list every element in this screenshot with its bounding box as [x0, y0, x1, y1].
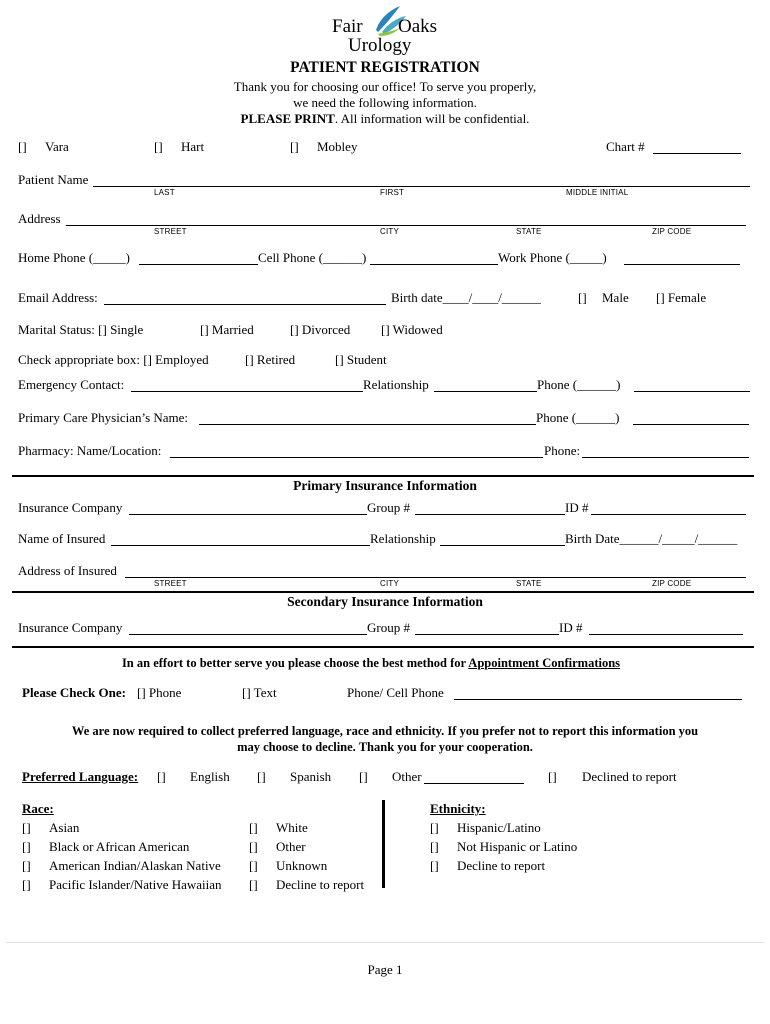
- ethnicity-hispanic-checkbox[interactable]: [430, 820, 439, 836]
- emergency-label: Emergency Contact:: [18, 377, 125, 392]
- secondary-company-field[interactable]: [129, 634, 367, 635]
- race-pacific-islander-checkbox[interactable]: [22, 877, 31, 893]
- intro-line-3: [0, 111, 770, 127]
- sub-state: STATE: [516, 227, 542, 236]
- work-phone-label: Work Phone (_____): [498, 250, 607, 265]
- female-checkbox[interactable]: [] Female: [656, 290, 707, 305]
- sub-street: STREET: [154, 579, 187, 588]
- insured-name-field[interactable]: [111, 545, 370, 546]
- primary-id-label: ID #: [565, 500, 589, 515]
- marital-married[interactable]: [] Married: [200, 322, 254, 337]
- intro-line-1: Thank you for choosing our office! To serve you properly,: [233, 79, 537, 94]
- checkbox[interactable]: []: [22, 839, 31, 854]
- ethnicity-not-hispanic-checkbox[interactable]: [430, 839, 439, 855]
- ethnicity-hispanic-label: Hispanic/Latino: [457, 820, 541, 835]
- physician-phone-label: Phone (______): [536, 410, 620, 425]
- checkbox[interactable]: []: [430, 858, 439, 873]
- please-print: PLEASE PRINT: [240, 111, 335, 126]
- secondary-group-field[interactable]: [415, 634, 559, 635]
- notice-line-2: may choose to decline. Thank you for your cooperation.: [237, 740, 533, 754]
- pharmacy-field[interactable]: [170, 457, 543, 458]
- confirmation-text: In an effort to better serve you please choose the best method for: [121, 656, 469, 670]
- checkbox[interactable]: []: [430, 839, 439, 854]
- home-phone-field[interactable]: [139, 264, 258, 265]
- divider: [12, 475, 754, 477]
- employment-retired[interactable]: [] Retired: [245, 352, 296, 367]
- sub-zip: ZIP CODE: [652, 579, 692, 588]
- secondary-company-label: Insurance Company: [18, 620, 123, 635]
- doctor-vara-checkbox[interactable]: [18, 139, 27, 155]
- logo-fair: Fair: [332, 16, 363, 37]
- race-white-checkbox[interactable]: [249, 820, 258, 836]
- sub-zip: ZIP CODE: [652, 227, 692, 236]
- confirm-cell-label: Phone/ Cell Phone: [347, 685, 444, 700]
- primary-group-field[interactable]: [415, 514, 565, 515]
- cell-phone-field[interactable]: [370, 264, 498, 265]
- cell-phone-label: Cell Phone (______): [258, 250, 367, 265]
- sub-last: LAST: [154, 188, 175, 197]
- checkbox[interactable]: []: [22, 877, 31, 892]
- checkbox[interactable]: []: [249, 839, 258, 854]
- marital-single[interactable]: Marital Status: [] Single: [18, 322, 144, 337]
- pharmacy-label: Pharmacy: Name/Location:: [18, 443, 162, 458]
- logo: [330, 2, 450, 57]
- ethnicity-label: Ethnicity:: [430, 801, 486, 816]
- email-label: Email Address:: [18, 290, 98, 305]
- secondary-id-field[interactable]: [589, 634, 743, 635]
- physician-field[interactable]: [199, 424, 536, 425]
- emergency-relationship-label: Relationship: [363, 377, 429, 392]
- chart-label: Chart #: [606, 139, 645, 154]
- checkbox[interactable]: []: [249, 858, 258, 873]
- doctor-mobley-label: Mobley: [317, 139, 358, 154]
- address-field[interactable]: [66, 225, 746, 226]
- insured-relationship-field[interactable]: [440, 545, 565, 546]
- insured-name-label: Name of Insured: [18, 531, 106, 546]
- declined-checkbox[interactable]: []: [548, 769, 557, 784]
- insured-relationship-label: Relationship: [370, 531, 436, 546]
- divider: [12, 646, 754, 648]
- checkbox[interactable]: []: [290, 139, 299, 154]
- secondary-insurance-heading: Secondary Insurance Information: [287, 594, 483, 609]
- confirm-cell-field[interactable]: [454, 699, 742, 700]
- pharmacy-phone-field[interactable]: [582, 457, 749, 458]
- ethnicity-decline-checkbox[interactable]: [430, 858, 439, 874]
- page-title: PATIENT REGISTRATION: [290, 59, 480, 76]
- marital-widowed[interactable]: [] Widowed: [381, 322, 443, 337]
- chart-field[interactable]: [653, 153, 741, 154]
- confirm-phone-checkbox[interactable]: [] Phone: [137, 685, 182, 700]
- employment-student[interactable]: [] Student: [335, 352, 387, 367]
- race-unknown-checkbox[interactable]: [249, 858, 258, 874]
- birth-date-field[interactable]: Birth date____/____/______: [391, 290, 541, 305]
- intro-line-2: we need the following information.: [293, 95, 477, 110]
- race-american-indian-label: American Indian/Alaskan Native: [49, 858, 221, 873]
- male-checkbox[interactable]: []: [578, 290, 587, 305]
- primary-company-field[interactable]: [129, 514, 367, 515]
- pharmacy-phone-label: Phone:: [544, 443, 581, 458]
- doctor-mobley-checkbox[interactable]: [290, 139, 299, 155]
- home-phone-label: Home Phone (_____): [18, 250, 130, 265]
- race-asian-checkbox[interactable]: [22, 820, 31, 836]
- checkbox[interactable]: []: [249, 820, 258, 835]
- primary-group-label: Group #: [367, 500, 410, 515]
- doctor-hart-checkbox[interactable]: [154, 139, 163, 155]
- secondary-id-label: ID #: [559, 620, 583, 635]
- spanish-label: Spanish: [290, 769, 332, 784]
- race-decline-checkbox[interactable]: [249, 877, 258, 893]
- emergency-phone-label: Phone (______): [537, 377, 621, 392]
- insured-address-label: Address of Insured: [18, 563, 117, 578]
- checkbox[interactable]: []: [430, 820, 439, 835]
- checkbox[interactable]: []: [22, 858, 31, 873]
- race-decline-label: Decline to report: [276, 877, 365, 892]
- race-american-indian-checkbox[interactable]: [22, 858, 31, 874]
- insured-birth-date-field[interactable]: Birth Date______/_____/______: [565, 531, 738, 546]
- sub-state: STATE: [516, 579, 542, 588]
- race-white-label: White: [276, 820, 308, 835]
- language-label: Preferred Language:: [22, 769, 139, 784]
- patient-name-label: Patient Name: [18, 172, 89, 187]
- race-unknown-label: Unknown: [276, 858, 328, 873]
- race-asian-label: Asian: [49, 820, 80, 835]
- checkbox[interactable]: []: [154, 139, 163, 154]
- other-field[interactable]: [424, 783, 524, 784]
- physician-phone-field[interactable]: [633, 424, 749, 425]
- doctor-vara-label: Vara: [45, 139, 69, 154]
- race-other-checkbox[interactable]: [249, 839, 258, 855]
- address-label: Address: [18, 211, 61, 226]
- patient-name-field[interactable]: [93, 186, 750, 187]
- insured-address-field[interactable]: [125, 577, 746, 578]
- logo-oaks: Oaks: [398, 16, 438, 37]
- work-phone-field[interactable]: [624, 264, 740, 265]
- checkbox[interactable]: []: [249, 877, 258, 892]
- marital-divorced[interactable]: [] Divorced: [290, 322, 351, 337]
- footer-divider: [6, 942, 764, 943]
- sub-first: FIRST: [380, 188, 405, 197]
- emergency-field[interactable]: [131, 391, 363, 392]
- primary-insurance-heading: Primary Insurance Information: [293, 478, 477, 493]
- doctor-hart-label: Hart: [181, 139, 205, 154]
- confirmation-heading: [0, 656, 742, 671]
- divider: [12, 591, 754, 593]
- english-checkbox[interactable]: []: [157, 769, 166, 784]
- confirmation-link: Appointment Confirmations: [468, 656, 621, 670]
- notice-line-1: We are now required to collect preferred language, race and ethnicity. If you prefer not to report this information you: [71, 724, 699, 738]
- race-other-label: Other: [276, 839, 306, 854]
- checkbox[interactable]: []: [22, 820, 31, 835]
- intro-confidential: . All information will be confidential.: [334, 111, 530, 126]
- sub-city: CITY: [380, 579, 400, 588]
- ethnicity-not-hispanic-label: Not Hispanic or Latino: [457, 839, 578, 854]
- checkbox[interactable]: []: [18, 139, 27, 154]
- other-label: Other: [392, 769, 422, 784]
- employment-employed[interactable]: Check appropriate box: [] Employed: [18, 352, 209, 367]
- emergency-phone-field[interactable]: [634, 391, 750, 392]
- sub-middle: MIDDLE INITIAL: [566, 188, 629, 197]
- confirm-text-checkbox[interactable]: [] Text: [242, 685, 277, 700]
- primary-id-field[interactable]: [591, 514, 746, 515]
- spanish-checkbox[interactable]: []: [257, 769, 266, 784]
- secondary-group-label: Group #: [367, 620, 410, 635]
- email-field[interactable]: [104, 304, 386, 305]
- emergency-relationship-field[interactable]: [434, 391, 537, 392]
- sub-street: STREET: [154, 227, 187, 236]
- ethnicity-decline-label: Decline to report: [457, 858, 546, 873]
- check-one-label: Please Check One:: [22, 685, 126, 700]
- other-checkbox[interactable]: []: [359, 769, 368, 784]
- english-label: English: [190, 769, 230, 784]
- race-pacific-islander-label: Pacific Islander/Native Hawaiian: [49, 877, 222, 892]
- primary-company-label: Insurance Company: [18, 500, 123, 515]
- race-black-checkbox[interactable]: [22, 839, 31, 855]
- race-black-label: Black or African American: [49, 839, 190, 854]
- declined-label: Declined to report: [582, 769, 677, 784]
- vertical-divider: [382, 800, 385, 888]
- page-number: Page 1: [367, 962, 403, 977]
- race-label: Race:: [22, 801, 54, 816]
- male-label: Male: [602, 290, 629, 305]
- logo-urology: Urology: [348, 35, 412, 56]
- physician-label: Primary Care Physician’s Name:: [18, 410, 189, 425]
- sub-city: CITY: [380, 227, 400, 236]
